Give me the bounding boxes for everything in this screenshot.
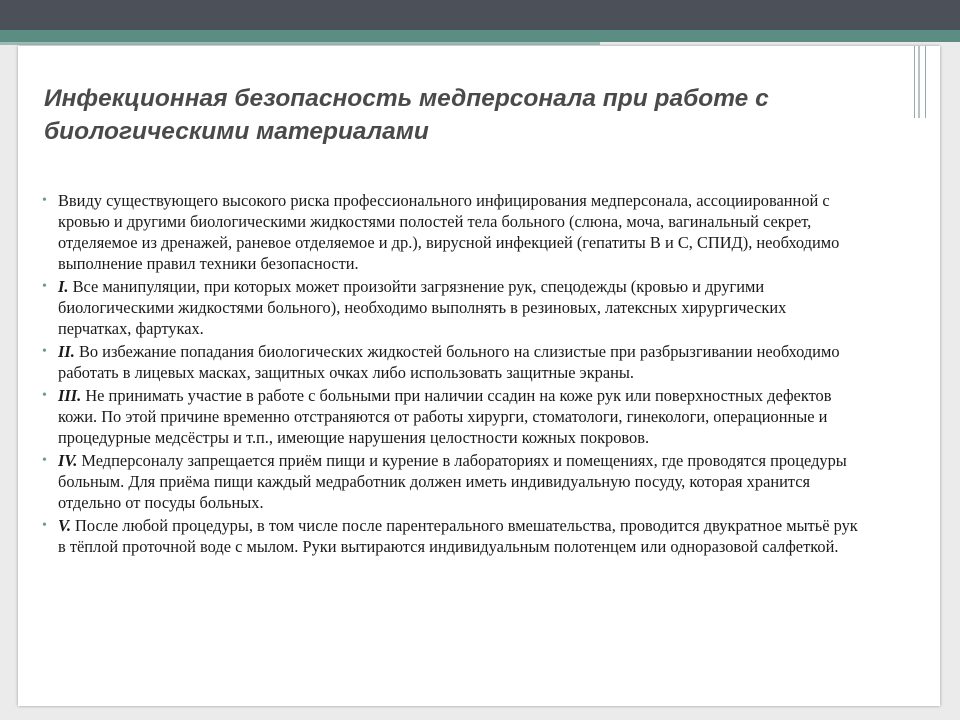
decorative-stripes <box>914 46 926 118</box>
bullet-item <box>42 515 862 557</box>
bullet-item <box>42 190 862 274</box>
rule-number: II. <box>58 342 75 361</box>
bullet-text: После любой процедуры, в том числе после парентерального вмешательства, проводится двукратное мытьё рук в тёплой проточной воде с мылом. Руки вытираются индивидуальным полотенцем или одноразовой салфеткой. <box>58 516 858 556</box>
bullet-text: Ввиду существующего высокого риска профессионального инфицирования медперсонала, ассоциированной с кровью и другими биологическими жидкостями полостей тела больного (слюна, моча, вагинальный секрет, отделяемое из дренажей, раневое отделяемое и др.), вирусной инфекцией (гепатиты В и С, СПИД), необходимо выполнение правил техники безопасности. <box>58 191 840 273</box>
rule-number: I. <box>58 277 69 296</box>
bullet-item <box>42 450 862 513</box>
bullet-text: Все манипуляции, при которых может произойти загрязнение рук, спецодежды (кровью и другими биологическими жидкостями больного), необходимо выполнять в резиновых, латексных хирургических перчатках, фартуках. <box>58 277 787 338</box>
bullet-item <box>42 276 862 339</box>
teal-accent-band <box>0 30 960 42</box>
bullet-item <box>42 341 862 383</box>
rule-number: IV. <box>58 451 78 470</box>
bullet-item <box>42 385 862 448</box>
rule-number: V. <box>58 516 71 535</box>
rule-number: III. <box>58 386 82 405</box>
top-header-bar <box>0 0 960 30</box>
teal-accent-line <box>0 42 600 45</box>
bullet-text: Не принимать участие в работе с больными при наличии ссадин на коже рук или поверхностных дефектов кожи. По этой причине временно отстраняются от работы хирурги, стоматологи, гинекологи, операционные и процедурные медсёстры и т.п., имеющие нарушения целостности кожных покровов. <box>58 386 832 447</box>
bullet-list <box>42 190 862 559</box>
bullet-text: Медперсоналу запрещается приём пищи и курение в лабораториях и помещениях, где проводятся процедуры больным. Для приёма пищи каждый медработник должен иметь индивидуальную посуду, которая хранится отдельно от посуды больных. <box>58 451 847 512</box>
bullet-text: Во избежание попадания биологических жидкостей больного на слизистые при разбрызгивании необходимо работать в лицевых масках, защитных очках либо использовать защитные экраны. <box>58 342 840 382</box>
slide-title: Инфекционная безопасность медперсонала при работе с биологическими материалами <box>44 85 769 145</box>
